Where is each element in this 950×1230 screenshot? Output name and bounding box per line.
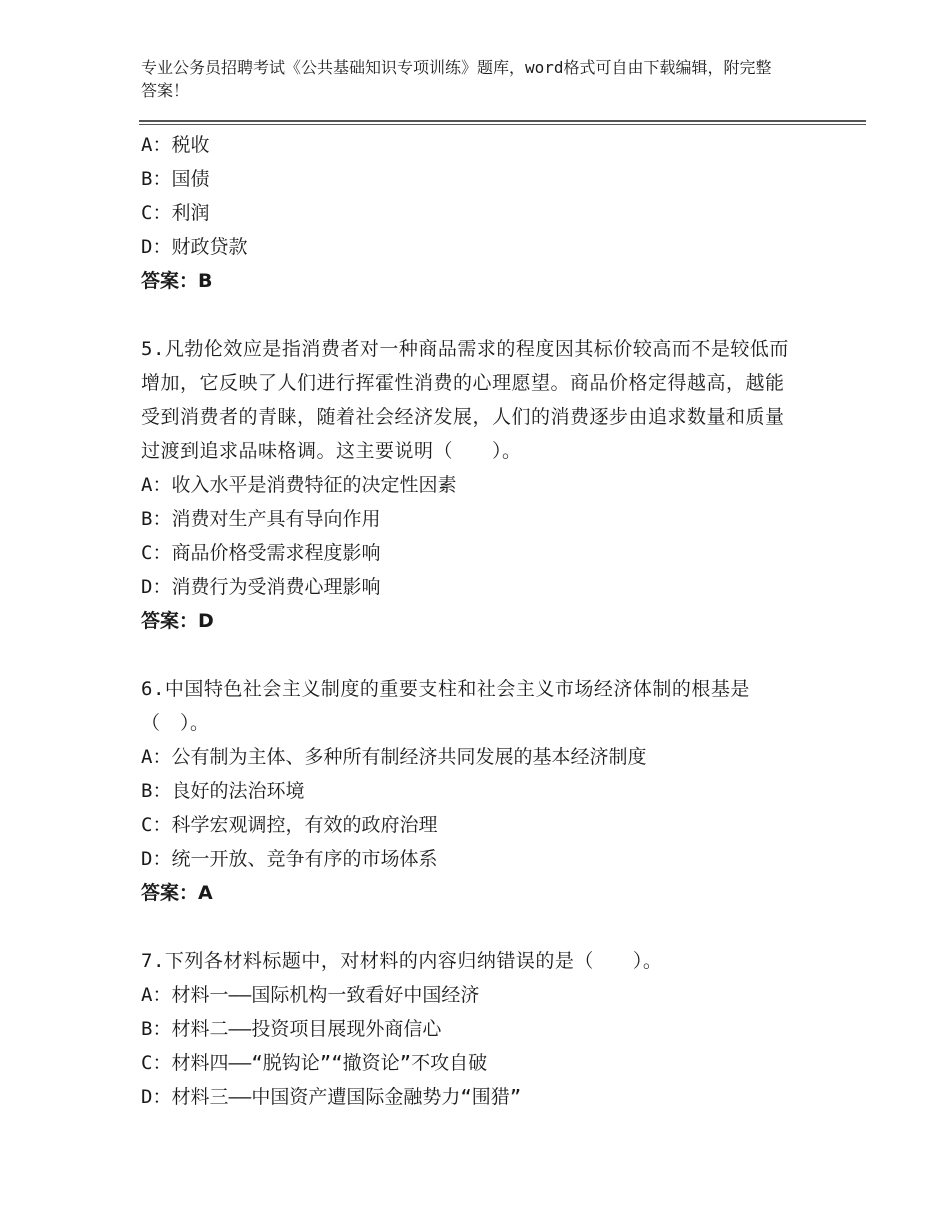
option-d: D：消费行为受消费心理影响 <box>141 576 381 598</box>
question-4-tail <box>141 128 801 298</box>
option-d: D：材料三——中国资产遭国际金融势力“围猎” <box>141 1086 522 1108</box>
question-stem: 7.下列各材料标题中，对材料的内容归纳错误的是（ ）。 <box>141 950 663 972</box>
option-c: C：材料四——“脱钩论”“撤资论”不攻自破 <box>141 1052 488 1074</box>
question-stem: 6.中国特色社会主义制度的重要支柱和社会主义市场经济体制的根基是（ ）。 <box>141 678 750 734</box>
option-b: B：材料二——投资项目展现外商信心 <box>141 1018 442 1040</box>
header-divider <box>139 120 866 122</box>
answer-label: 答案：A <box>141 882 213 904</box>
answer-label: 答案：B <box>141 270 213 292</box>
question-content <box>141 128 801 1114</box>
question-5 <box>141 332 801 638</box>
header-divider-thin <box>139 124 866 125</box>
option-a: A：材料一——国际机构一致看好中国经济 <box>141 984 480 1006</box>
option-b: B：国债 <box>141 168 210 190</box>
option-a: A：收入水平是消费特征的决定性因素 <box>141 474 457 496</box>
option-c: C：商品价格受需求程度影响 <box>141 542 381 564</box>
question-7 <box>141 944 801 1114</box>
option-c: C：利润 <box>141 202 210 224</box>
question-6 <box>141 672 801 910</box>
option-a: A：税收 <box>141 134 210 156</box>
answer-label: 答案：D <box>141 610 214 632</box>
header-text: 专业公务员招聘考试《公共基础知识专项训练》题库，word格式可自由下载编辑，附完整答案！ <box>141 58 772 100</box>
option-b: B：良好的法治环境 <box>141 780 305 802</box>
option-d: D：财政贷款 <box>141 236 248 258</box>
document-header <box>141 56 781 102</box>
option-c: C：科学宏观调控，有效的政府治理 <box>141 814 438 836</box>
option-a: A：公有制为主体、多种所有制经济共同发展的基本经济制度 <box>141 746 647 768</box>
option-b: B：消费对生产具有导向作用 <box>141 508 381 530</box>
option-d: D：统一开放、竞争有序的市场体系 <box>141 848 438 870</box>
question-stem: 5.凡勃伦效应是指消费者对一种商品需求的程度因其标价较高而不是较低而增加，它反映了人们进行挥霍性消费的心理愿望。商品价格定得越高，越能受到消费者的青睐，随着社会经济发展，人们的消费逐步由追求数量和质量过渡到追求品味格调。这主要说明（ ）。 <box>141 338 789 462</box>
